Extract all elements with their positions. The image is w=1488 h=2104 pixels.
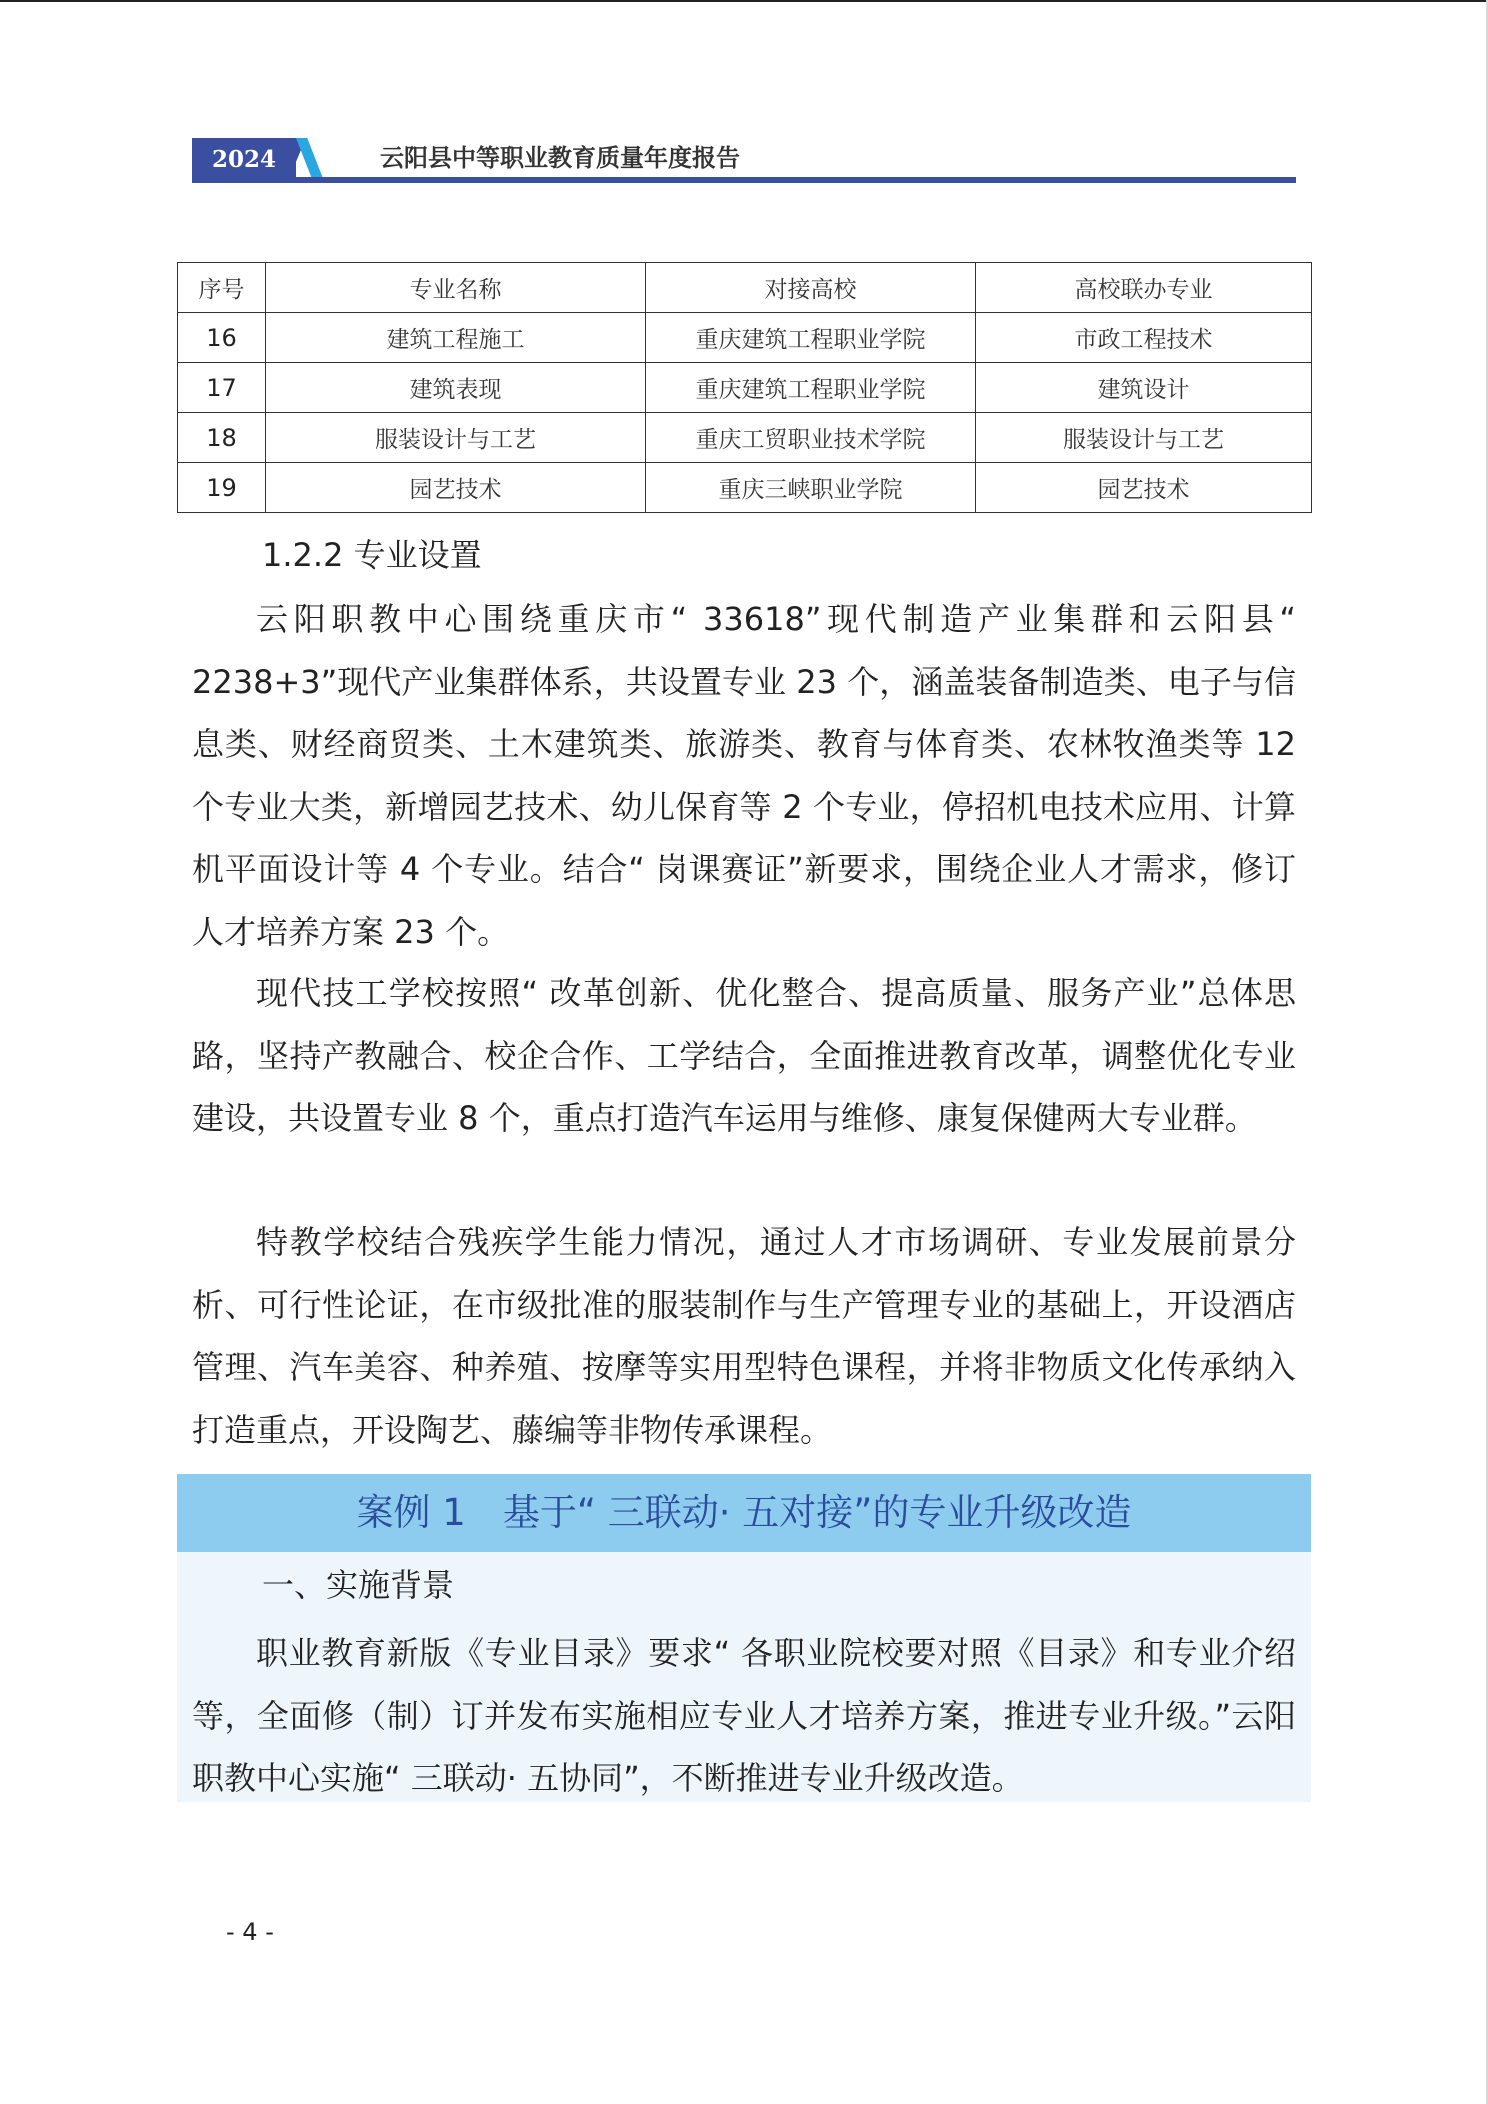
section-heading: 1.2.2 专业设置: [262, 536, 482, 574]
table-row: [178, 313, 1312, 363]
table-cell-major: 服装设计与工艺: [266, 413, 646, 463]
table-row: [178, 463, 1312, 513]
table-cell-index: 18: [178, 413, 266, 463]
table-cell-major: 建筑工程施工: [266, 313, 646, 363]
table-cell-major: 园艺技术: [266, 463, 646, 513]
page-top-edge: [0, 0, 1488, 2]
header-year: 2024: [211, 146, 276, 173]
table-cell-index: 17: [178, 363, 266, 413]
table-cell-index: 19: [178, 463, 266, 513]
column-header-college: 对接高校: [646, 263, 976, 313]
case-study-paragraph: 职业教育新版《专业目录》要求“ 各职业院校要对照《目录》和专业介绍等，全面修（制）订并发布实施相应专业人才培养方案，推进专业升级。”云阳职教中心实施“ 三联动· 五协同”，不断推进专业升级改造。: [192, 1634, 1296, 1797]
case-study-heading: 一、实施背景: [262, 1566, 455, 1604]
body-paragraph-vocational-center: 云阳职教中心围绕重庆市“ 33618”现代制造产业集群和云阳县“ 2238+3”现代产业集群体系，共设置专业 23 个，涵盖装备制造类、电子与信息类、财经商贸类、土木建筑类、旅游类、教育与体育类、农林牧渔类等 12 个专业大类，新增园艺技术、幼儿保育等 2 个专业，停招机电技术应用、计算机平面设计等 4 个专业。结合“ 岗课赛证”新要求，围绕企业人才需求，修订人才培养方案 23 个。: [192, 600, 1296, 951]
table-cell-college: 重庆建筑工程职业学院: [646, 363, 976, 413]
table-cell-college: 重庆工贸职业技术学院: [646, 413, 976, 463]
table-cell-joint-major: 市政工程技术: [976, 313, 1312, 363]
body-paragraph-special-school: 特教学校结合残疾学生能力情况，通过人才市场调研、专业发展前景分析、可行性论证，在市级批准的服装制作与生产管理专业的基础上，开设酒店管理、汽车美容、种养殖、按摩等实用型特色课程，并将非物质文化传承纳入打造重点，开设陶艺、藤编等非物传承课程。: [192, 1223, 1296, 1449]
case-study-title-bar: [177, 1474, 1311, 1552]
table-row: [178, 413, 1312, 463]
table-cell-joint-major: 建筑设计: [976, 363, 1312, 413]
header-rule: [192, 177, 1296, 183]
table-cell-joint-major: 园艺技术: [976, 463, 1312, 513]
table-cell-college: 重庆三峡职业学院: [646, 463, 976, 513]
case-study-title: 案例 1 基于“ 三联动· 五对接”的专业升级改造: [356, 1491, 1132, 1534]
body-paragraph-technical-school: 现代技工学校按照“ 改革创新、优化整合、提高质量、服务产业”总体思路，坚持产教融合、校企合作、工学结合，全面推进教育改革，调整优化专业建设，共设置专业 8 个，重点打造汽车运用与维修、康复保健两大专业群。: [192, 974, 1296, 1137]
table-row: [178, 363, 1312, 413]
major-partnership-table: [177, 262, 1312, 513]
report-header: [192, 138, 1296, 184]
table-cell-college: 重庆建筑工程职业学院: [646, 313, 976, 363]
table-cell-major: 建筑表现: [266, 363, 646, 413]
column-header-index: 序号: [178, 263, 266, 313]
table-cell-index: 16: [178, 313, 266, 363]
table-cell-joint-major: 服装设计与工艺: [976, 413, 1312, 463]
column-header-joint-major: 高校联办专业: [976, 263, 1312, 313]
column-header-major: 专业名称: [266, 263, 646, 313]
page-number: - 4 -: [226, 1918, 274, 1946]
header-title: 云阳县中等职业教育质量年度报告: [380, 143, 740, 172]
table-header-row: [178, 263, 1312, 313]
